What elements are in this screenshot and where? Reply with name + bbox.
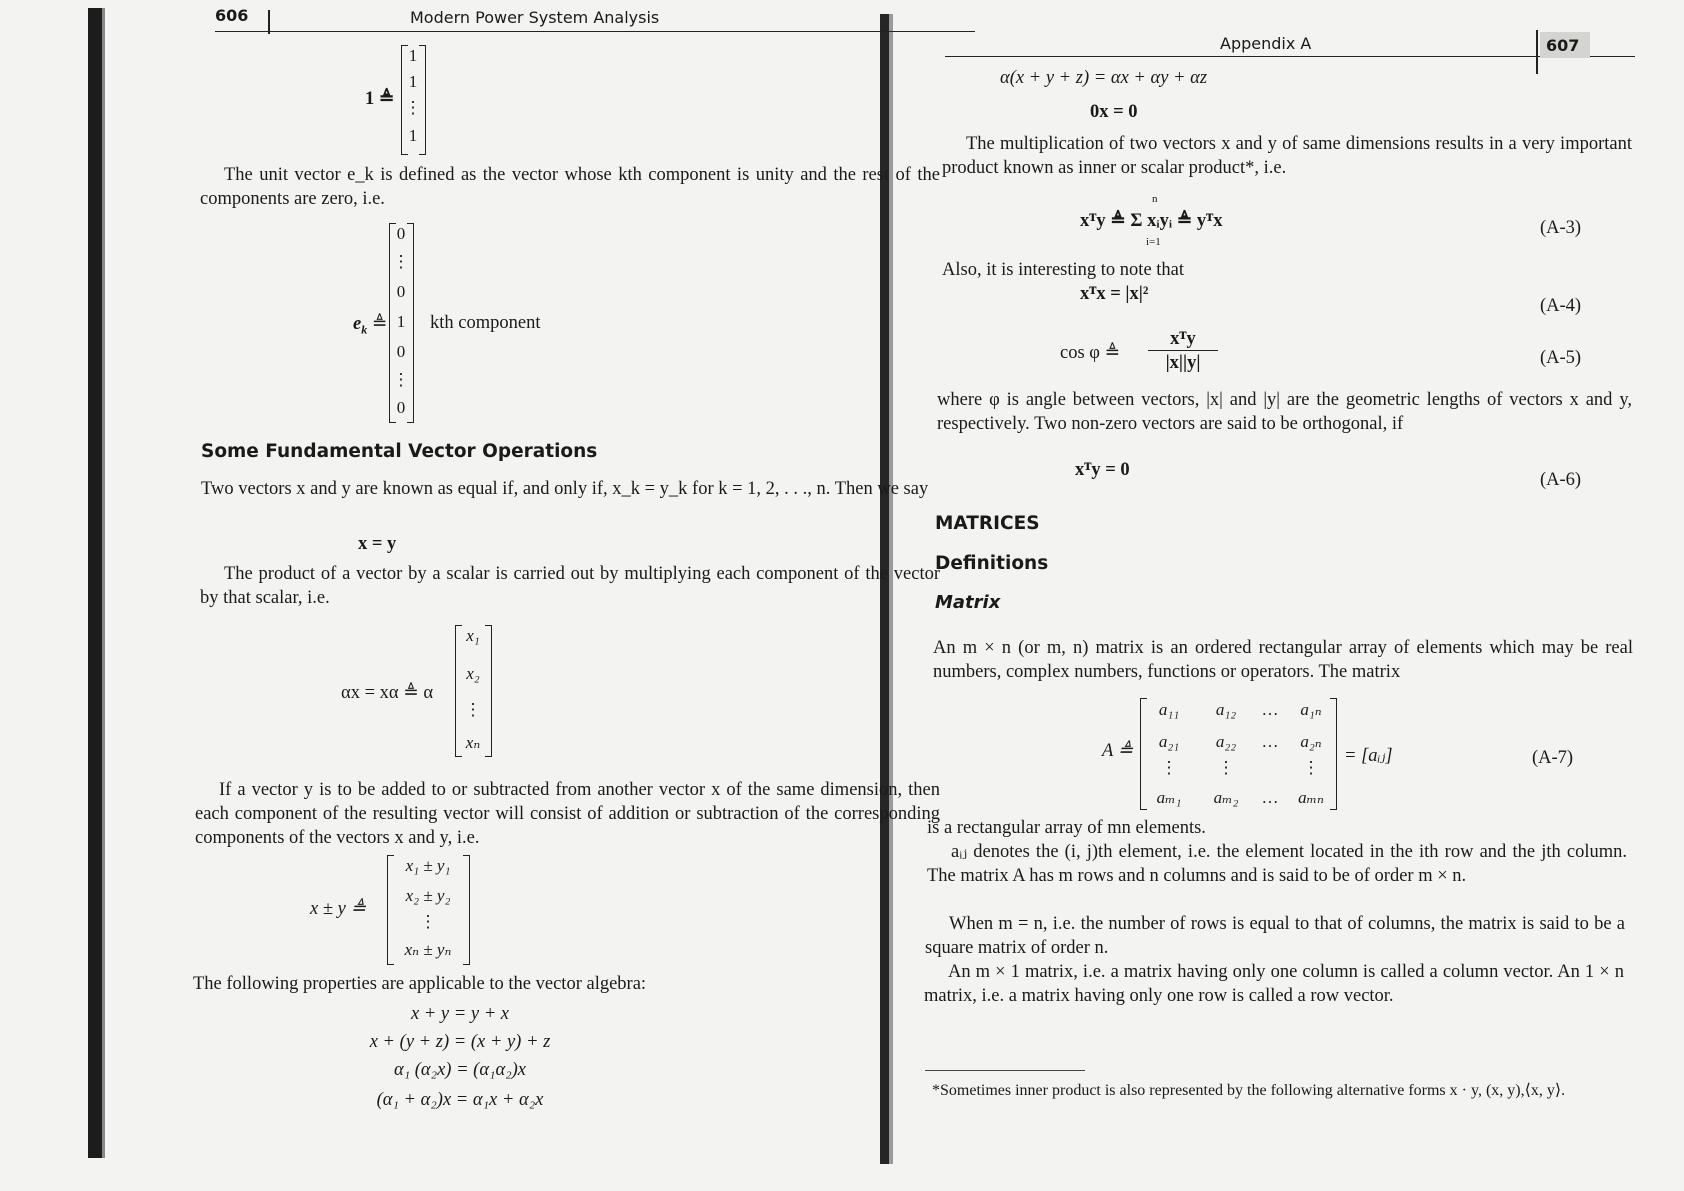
left-binding-shadow	[102, 8, 105, 1158]
paragraph-rectangular-array: is a rectangular array of mn elements.	[927, 818, 1206, 838]
equation-a6: xᵀy = 0	[1075, 460, 1130, 480]
ek-entry: ⋮	[392, 252, 410, 271]
sum-entry: x₁ ± y₁	[405, 856, 451, 875]
sum-lower-limit: i=1	[1146, 236, 1161, 248]
ek-def-symbol: ≜	[371, 314, 388, 334]
ek-annotation: kth component	[430, 313, 541, 333]
heading-definitions: Definitions	[935, 553, 1049, 574]
sum-entry: xₙ ± yₙ	[404, 940, 452, 959]
property-distributive: (α₁ + α₂)x = α₁x + α₂x	[376, 1090, 544, 1110]
matrix-a-cell: ⋮	[1302, 758, 1320, 777]
equation-number-a4: (A-4)	[1540, 296, 1582, 316]
paragraph-inner-product: The multiplication of two vectors x and y of same dimensions results in a very important product known as inner or scalar product*, i.e.	[942, 134, 1632, 178]
equation-number-a5: (A-5)	[1540, 348, 1582, 368]
matrix-a-cell: a₁₁	[1158, 700, 1180, 719]
equation-x-equals-y: x = y	[358, 534, 397, 554]
paragraph-matrix-definition: An m × n (or m, n) matrix is an ordered rectangular array of elements which may be real numbers, complex numbers, functions or operators. The matrix	[933, 638, 1633, 682]
equation-a5-lhs: cos φ ≜	[1060, 343, 1121, 363]
header-tick	[1536, 30, 1538, 74]
matrix-a-cell: …	[1261, 732, 1279, 751]
equation-number-a3: (A-3)	[1540, 218, 1582, 238]
equation-a3: xᵀy ≜ Σ xᵢyᵢ ≜ yᵀx	[1080, 211, 1223, 231]
property-commutative: x + y = y + x	[410, 1004, 510, 1024]
scalar-entry: xₙ	[465, 733, 481, 752]
matrix-a-cell: …	[1261, 700, 1279, 719]
right-page	[900, 0, 1680, 1191]
paragraph-also: Also, it is interesting to note that	[942, 260, 1185, 280]
left-header-rule	[215, 31, 975, 32]
matrix-a-left-bracket	[1140, 698, 1147, 810]
footnote-rule	[925, 1070, 1085, 1071]
ek-entry: 0	[396, 282, 406, 301]
sum-upper-limit: n	[1152, 193, 1158, 205]
scalar-entry: ⋮	[464, 700, 482, 719]
paragraph-unit-vector: The unit vector e_k is defined as the vector whose kth component is unity and the rest of the components are zero, i.e.	[200, 165, 940, 209]
ek-subscript: k	[361, 322, 368, 337]
left-page-number: 606	[215, 6, 249, 25]
heading-matrices: MATRICES	[935, 513, 1040, 534]
left-binding-edge	[88, 8, 102, 1158]
equation-distributive: α(x + y + z) = αx + αy + αz	[1000, 68, 1208, 88]
heading-matrix: Matrix	[935, 592, 1001, 613]
section-heading-vector-ops: Some Fundamental Vector Operations	[201, 441, 598, 462]
scalar-entry: x₁	[466, 626, 480, 645]
matrix-a-cell: ⋮	[1217, 758, 1235, 777]
right-running-title: Appendix A	[1220, 34, 1312, 53]
footnote-inner-product: *Sometimes inner product is also represented by the following alternative forms x · y, (x, y),⟨x, y⟩.	[932, 1082, 1566, 1099]
property-scalar-associative: α₁ (α₂x) = (α₁α₂)x	[394, 1060, 526, 1080]
paragraph-equal-vectors: Two vectors x and y are known as equal if, and only if, x_k = y_k for k = 1, 2, . . ., n. Then we say	[201, 479, 929, 499]
left-page	[115, 0, 940, 1191]
matrix-a-cell: …	[1261, 788, 1279, 807]
ek-entry: ⋮	[392, 370, 410, 389]
paragraph-properties: The following properties are applicable to the vector algebra:	[193, 974, 647, 994]
equation-a4: xᵀx = |x|²	[1080, 284, 1149, 304]
paragraph-vector-addition: If a vector y is to be added to or subtracted from another vector x of the same dimension, then each component of the resulting vector will consist of addition or subtraction of the corresponding components of the vectors x and y, i.e.	[195, 780, 940, 848]
equation-number-a6: (A-6)	[1540, 470, 1582, 490]
property-associative: x + (y + z) = (x + y) + z	[369, 1032, 551, 1052]
unit-vector-lhs: 1 ≜	[365, 89, 395, 109]
matrix-a-cell: aₘ₁	[1156, 788, 1182, 807]
equation-number-a7: (A-7)	[1532, 748, 1574, 768]
scalar-entry: x₂	[466, 664, 480, 683]
matrix-a-lhs: A ≜	[1102, 741, 1134, 761]
paragraph-column-row-vector: An m × 1 matrix, i.e. a matrix having only one column is called a column vector. An 1 × n matrix, i.e. a matrix having only one row is called a row vector.	[924, 962, 1624, 1006]
unit-vector-entry: 1	[408, 126, 418, 145]
scalar-lhs: αx = xα ≜ α	[341, 683, 434, 703]
paragraph-square-matrix: When m = n, i.e. the number of rows is equal to that of columns, the matrix is said to be a square matrix of order n.	[925, 914, 1625, 958]
matrix-a-cell: a₂₁	[1158, 732, 1180, 751]
matrix-a-cell: aₘₙ	[1298, 788, 1324, 807]
sum-lhs: x ± y ≜	[310, 899, 366, 919]
left-running-title: Modern Power System Analysis	[410, 8, 660, 27]
paragraph-scalar-product: The product of a vector by a scalar is carried out by multiplying each component of the vector by that scalar, i.e.	[200, 564, 940, 608]
matrix-a-cell: a₂ₙ	[1300, 732, 1322, 751]
sum-entry: ⋮	[419, 912, 437, 931]
unit-vector-entry: 1	[408, 46, 418, 65]
matrix-a-rhs: = [aᵢⱼ]	[1344, 746, 1393, 766]
ek-entry: 0	[396, 224, 406, 243]
matrix-a-cell: a₁₂	[1215, 700, 1237, 719]
matrix-a-cell: aₘ₂	[1213, 788, 1239, 807]
ek-entry: 0	[396, 398, 406, 417]
ek-lhs	[353, 313, 387, 335]
equation-a5-numerator: xᵀy	[1148, 328, 1218, 351]
ek-entry: 0	[396, 342, 406, 361]
unit-vector-entry: ⋮	[404, 98, 422, 117]
sum-entry: x₂ ± y₂	[405, 886, 451, 905]
paragraph-orthogonal: where φ is angle between vectors, |x| and |y| are the geometric lengths of vectors x and y, respectively. Two non-zero vectors are said to be orthogonal, if	[937, 390, 1632, 434]
right-page-number: 607	[1546, 36, 1580, 55]
matrix-a-cell: a₁ₙ	[1300, 700, 1322, 719]
matrix-a-cell: ⋮	[1160, 758, 1178, 777]
matrix-a-cell: a₂₂	[1215, 732, 1237, 751]
unit-vector-entry: 1	[408, 72, 418, 91]
paragraph-element-aij: aᵢⱼ denotes the (i, j)th element, i.e. the element located in the ith row and the jth column. The matrix A has m rows and n columns and is said to be of order m × n.	[927, 842, 1627, 886]
right-header-rule	[945, 56, 1635, 57]
equation-a5-denominator: |x||y|	[1165, 353, 1201, 373]
ek-entry: 1	[396, 312, 406, 331]
ek-symbol: e	[353, 314, 362, 334]
equation-zero-vector: 0x = 0	[1090, 102, 1138, 122]
